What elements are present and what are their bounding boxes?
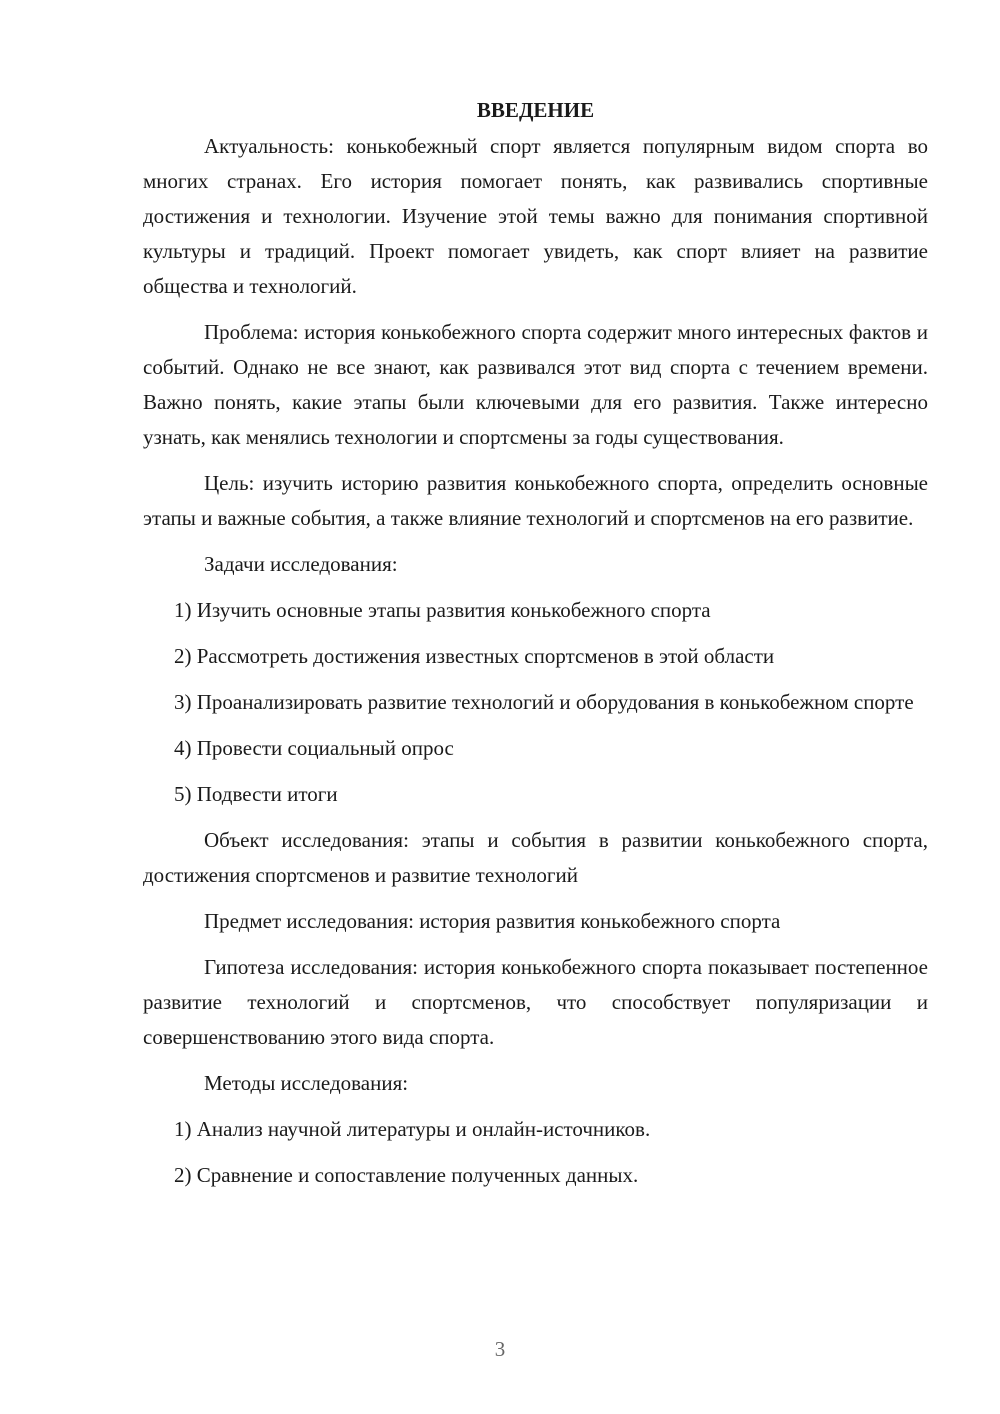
subject-paragraph: Предмет исследования: история развития конькобежного спорта bbox=[204, 909, 781, 933]
methods-heading: Методы исследования: bbox=[204, 1071, 409, 1095]
task-item: 4) Провести социальный опрос bbox=[174, 736, 454, 760]
hypothesis-paragraph: Гипотеза исследования: история конькобежного спорта показывает постепенное развитие технологий и спортсменов, что способствует популяризации и совершенствованию этого вида спорта. bbox=[143, 955, 928, 1049]
task-item: 5) Подвести итоги bbox=[174, 782, 338, 806]
method-item: 2) Сравнение и сопоставление полученных данных. bbox=[174, 1163, 639, 1187]
tasks-heading: Задачи исследования: bbox=[204, 552, 398, 576]
relevance-paragraph: Актуальность: конькобежный спорт является популярным видом спорта во многих странах. Его история помогает понять, как развивались спортивные достижения и технологии. Изучение этой темы важно для понимания спортивной культуры и традиций. Проект помогает увидеть, как спорт влияет на развитие общества и технологий. bbox=[143, 134, 928, 298]
object-paragraph: Объект исследования: этапы и события в развитии конькобежного спорта, достижения спортсменов и развитие технологий bbox=[143, 828, 928, 887]
goal-paragraph: Цель: изучить историю развития конькобежного спорта, определить основные этапы и важные события, а также влияние технологий и спортсменов на его развитие. bbox=[143, 471, 928, 530]
page-number: 3 bbox=[494, 1337, 506, 1361]
document-body bbox=[143, 93, 928, 1204]
task-item: 3) Проанализировать развитие технологий и оборудования в конькобежном спорте bbox=[174, 690, 914, 714]
task-item: 2) Рассмотреть достижения известных спортсменов в этой области bbox=[174, 644, 775, 668]
problem-paragraph: Проблема: история конькобежного спорта содержит много интересных фактов и событий. Однако не все знают, как развивался этот вид спорта с течением времени. Важно понять, какие этапы были ключевыми для его развития. Также интересно узнать, как менялись технологии и спортсмены за годы существования. bbox=[143, 320, 928, 449]
section-title: ВВЕДЕНИЕ bbox=[476, 98, 595, 122]
task-item: 1) Изучить основные этапы развития конькобежного спорта bbox=[174, 598, 711, 622]
method-item: 1) Анализ научной литературы и онлайн-источников. bbox=[174, 1117, 651, 1141]
